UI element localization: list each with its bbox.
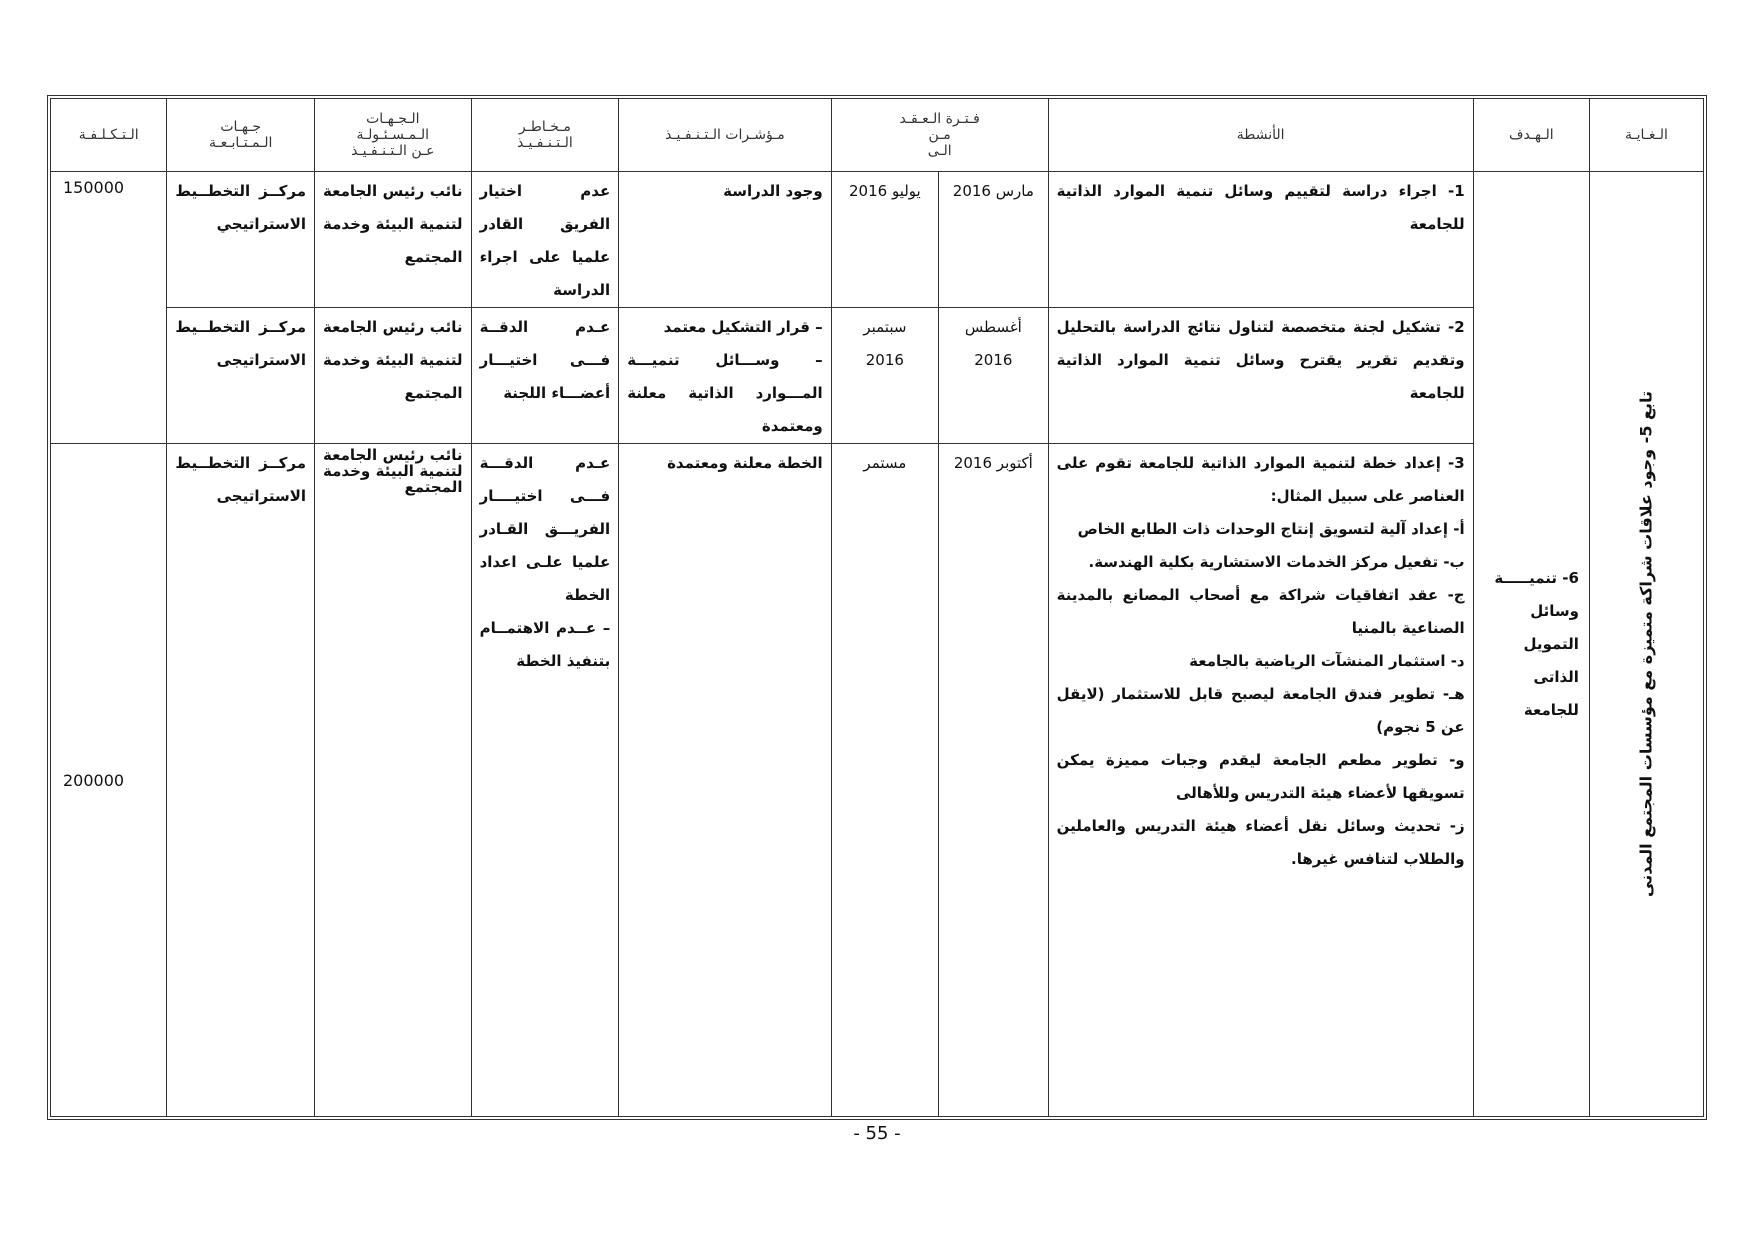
period-to-cell	[831, 308, 938, 444]
activity-cell: 1- اجراء دراسة لتقييم وسائل تنمية الموارد الذاتية للجامعة	[1048, 172, 1473, 308]
indicator-cell	[619, 308, 831, 444]
header-risks-l1: مـخـاطـر	[518, 119, 571, 135]
header-responsible	[315, 99, 472, 172]
activity-item: ب- تفعيل مركز الخدمات الاستشارية بكلية الهندسة.	[1088, 553, 1465, 571]
cost-cell: 200000	[51, 444, 167, 1117]
header-responsible-l1: الـجـهـات	[366, 111, 420, 127]
header-followup-l2: الـمـتـابـعـة	[209, 135, 273, 151]
period-from-year: 2016	[974, 351, 1013, 369]
responsible-cell: نائب رئيس الجامعة لتنمية البيئة وخدمة المجتمع	[315, 444, 472, 1117]
header-indicators: مـؤشـرات الـتـنـفـيـذ	[619, 99, 831, 172]
indicator-cell: وجود الدراسة	[619, 172, 831, 308]
header-responsible-l3: عـن الـتـنـفـيـذ	[351, 143, 435, 159]
activity-cell	[1048, 444, 1473, 1117]
risk-line: عـدم الدقـــة فـــى اختيــــار الفريـــق القـادر علميا علـى اعداد الخطة	[479, 454, 611, 604]
header-activities: الأنشطة	[1048, 99, 1473, 172]
indicator-line: – وســـائل تنميـــة المـــوارد الذاتية معلنة ومعتمدة	[627, 351, 823, 435]
goal-text: تابع 5- وجود علاقات شراكة متميزة مع مؤسسات المجتمع المدنى	[1636, 391, 1656, 897]
cost-cell: 150000	[51, 172, 167, 444]
followup-cell: مركــز التخطــيط الاستراتيجى	[167, 308, 315, 444]
header-responsible-l2: الـمـسـئـولـة	[356, 127, 430, 143]
activity-cell: 2- تشكيل لجنة متخصصة لتناول نتائج الدراسة بالتحليل وتقديم تقرير يقترح وسائل تنمية الموارد الذاتية للجامعة	[1048, 308, 1473, 444]
responsible-cell: نائب رئيس الجامعة لتنمية البيئة وخدمة المجتمع	[315, 172, 472, 308]
period-to-month: سبتمبر	[863, 318, 907, 336]
risk-cell	[471, 444, 619, 1117]
risk-cell: عدم اختيار الفريق القادر علميا على اجراء الدراسة	[471, 172, 619, 308]
table-row	[51, 444, 1704, 1117]
header-goal: الـغـايـة	[1589, 99, 1703, 172]
goal-cell	[1589, 172, 1703, 1117]
header-period-from: مـن	[928, 127, 951, 143]
table-row	[51, 172, 1704, 308]
activity-intro: 3- إعداد خطة لتنمية الموارد الذاتية للجامعة تقوم على العناصر على سبيل المثال:	[1056, 454, 1465, 505]
header-period-title: فـتـرة الـعـقـد	[899, 111, 980, 127]
plan-table	[50, 98, 1704, 1117]
activity-item: أ- إعداد آلية لتسويق إنتاج الوحدات ذات الطابع الخاص	[1077, 520, 1465, 538]
period-to-cell: مستمر	[831, 444, 938, 1117]
header-risks	[471, 99, 619, 172]
objective-cell: 6- تنميـــــة وسائل التمويل الذاتى للجامعة	[1473, 172, 1589, 1117]
activity-item: د- استثمار المنشآت الرياضية بالجامعة	[1189, 652, 1465, 670]
page-number: - 55 -	[853, 1123, 901, 1144]
period-from-cell	[939, 308, 1049, 444]
activity-item: ز- تحديث وسائل نقل أعضاء هيئة التدريس والعاملين والطلاب لتنافس غيرها.	[1056, 817, 1465, 868]
period-to-year: 2016	[865, 351, 904, 369]
header-followup-l1: جـهـات	[220, 119, 262, 135]
risk-cell: عـدم الدقــة فـــى اختيـــار أعضـــاء اللجنة	[471, 308, 619, 444]
risk-line: – عــدم الاهتمــام بتنفيذ الخطة	[479, 619, 611, 670]
header-cost: الـتـكـلـفـة	[51, 99, 167, 172]
followup-cell: مركــز التخطــيط الاستراتيجى	[167, 444, 315, 1117]
header-objective: الـهـدف	[1473, 99, 1589, 172]
header-period	[831, 99, 1048, 172]
period-from-month: أغسطس	[964, 318, 1022, 336]
followup-cell: مركــز التخطــيط الاستراتيجي	[167, 172, 315, 308]
activity-item: ج- عقد اتفاقيات شراكة مع أصحاب المصانع بالمدينة الصناعية بالمنيا	[1056, 586, 1465, 637]
header-period-to: الـى	[927, 143, 952, 159]
activity-item: هـ- تطوير فندق الجامعة ليصبح قابل للاستثمار (لايقل عن 5 نجوم)	[1056, 685, 1465, 736]
period-from-cell: أكتوبر 2016	[939, 444, 1049, 1117]
period-from-cell: مارس 2016	[939, 172, 1049, 308]
header-followup	[167, 99, 315, 172]
indicator-cell: الخطة معلنة ومعتمدة	[619, 444, 831, 1117]
header-row	[51, 99, 1704, 172]
activity-item: و- تطوير مطعم الجامعة ليقدم وجبات مميزة يمكن تسويقها لأعضاء هيئة التدريس وللأهالى	[1056, 751, 1465, 802]
period-to-cell: يوليو 2016	[831, 172, 938, 308]
indicator-line: – قرار التشكيل معتمد	[663, 318, 823, 336]
table-row	[51, 308, 1704, 444]
header-risks-l2: الـتـنـفـيـذ	[517, 135, 573, 151]
responsible-cell: نائب رئيس الجامعة لتنمية البيئة وخدمة المجتمع	[315, 308, 472, 444]
